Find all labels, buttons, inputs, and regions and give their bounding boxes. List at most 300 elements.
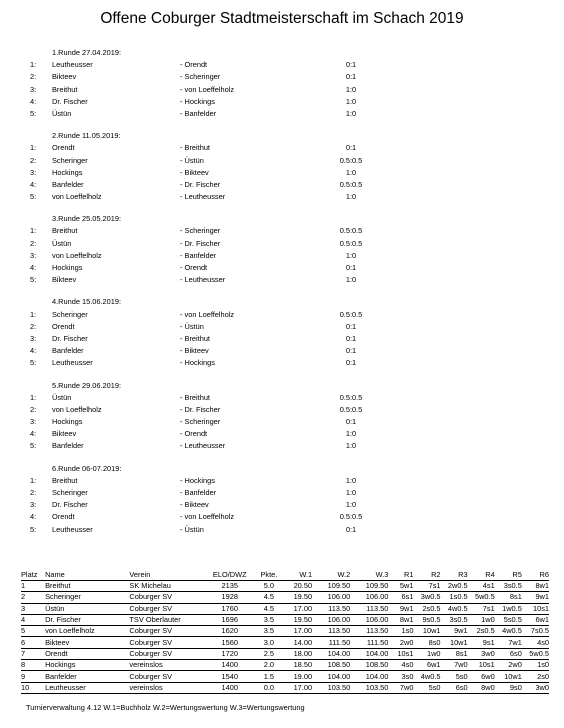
table-cell: 113.50	[350, 603, 388, 614]
white-player: Leutheusser	[52, 60, 93, 70]
table-cell: 106.00	[312, 592, 350, 603]
table-cell: 7w1	[495, 637, 522, 648]
table-cell: 3s0	[388, 671, 413, 682]
board-number: 2:	[30, 404, 37, 414]
black-player: - Scheringer	[180, 72, 221, 82]
table-cell: 3s0.5	[495, 581, 522, 592]
table-row	[21, 592, 549, 603]
table-cell: 1540	[205, 671, 255, 682]
black-player: - Orendt	[180, 263, 208, 272]
table-cell: 1696	[205, 614, 255, 625]
table-cell: vereinslos	[129, 682, 204, 693]
table-cell: Coburger SV	[129, 626, 204, 637]
table-cell: 9w1	[441, 626, 468, 637]
board-number: 1:	[30, 475, 37, 485]
table-cell: 2w0.5	[441, 581, 468, 592]
table-cell: 104.00	[312, 648, 350, 659]
table-cell: 2w0	[388, 637, 413, 648]
table-cell: 6w1	[522, 614, 549, 625]
table-cell: 111.50	[350, 637, 388, 648]
game-result: 0.5:0.5	[339, 155, 363, 165]
game-result: 0:1	[345, 72, 357, 82]
table-cell: 4w0.5	[495, 626, 522, 637]
table-cell: 7	[21, 648, 45, 659]
board-number: 3:	[30, 417, 37, 427]
game-row	[30, 225, 550, 237]
game-result: 1:0	[345, 96, 357, 106]
board-number: 3:	[30, 167, 37, 177]
table-cell: 1720	[205, 648, 255, 659]
table-cell: 2s0.5	[413, 603, 440, 614]
board-number: 1:	[30, 309, 37, 319]
table-cell: 5s0	[441, 671, 468, 682]
game-row	[30, 238, 550, 250]
table-cell: Bikteev	[45, 637, 129, 648]
game-result: 0.5:0.5	[339, 238, 363, 248]
round-block	[30, 380, 550, 453]
game-row	[30, 440, 550, 452]
table-cell: 7s1	[413, 581, 440, 592]
table-cell: Banfelder	[45, 671, 129, 682]
table-cell: 10s1	[522, 603, 549, 614]
column-header: Platz	[21, 570, 45, 581]
white-player: von Loeffelholz	[52, 250, 102, 260]
table-cell: 7w0	[441, 660, 468, 671]
table-cell: 10w1	[495, 671, 522, 682]
table-cell: 19.00	[283, 671, 312, 682]
table-cell: 5s0	[413, 682, 440, 693]
column-header: R1	[388, 570, 413, 581]
table-cell: 5s0.5	[495, 614, 522, 625]
table-cell: 2.0	[255, 660, 283, 671]
table-cell: 113.50	[312, 603, 350, 614]
black-player: - Breithut	[180, 333, 210, 343]
table-cell: 106.00	[350, 592, 388, 603]
table-cell: 5w1	[388, 581, 413, 592]
column-header: W.1	[283, 570, 312, 581]
table-row	[21, 648, 549, 659]
table-cell: 3	[21, 603, 45, 614]
black-player: - Dr. Fischer	[180, 179, 221, 189]
game-row	[30, 392, 550, 404]
table-cell: Coburger SV	[129, 603, 204, 614]
table-cell: 2135	[205, 581, 255, 592]
table-cell: 3.0	[255, 637, 283, 648]
black-player: - Scheringer	[180, 226, 221, 236]
footer-note: Turnierverwaltung 4.12 W.1=Buchholz W.2=Wertungswertung W.3=Wertungswertung	[26, 703, 305, 712]
table-cell: Leutheusser	[45, 682, 129, 693]
black-player: - Breithut	[180, 392, 210, 402]
table-cell: 6s0	[441, 682, 468, 693]
game-result: 0.5:0.5	[339, 179, 363, 189]
board-number: 2:	[30, 488, 37, 497]
table-cell: 4	[21, 614, 45, 625]
board-number: 2:	[30, 72, 37, 82]
white-player: Üstün	[52, 108, 72, 118]
game-row	[30, 499, 550, 511]
game-result: 1:0	[345, 488, 357, 497]
round-header: 6.Runde 06-07.2019:	[52, 463, 122, 473]
black-player: - Leutheusser	[180, 441, 226, 451]
game-row	[30, 333, 550, 345]
white-player: Leutheusser	[52, 524, 93, 534]
game-row	[30, 167, 550, 179]
game-result: 0.5:0.5	[339, 226, 363, 236]
table-cell: TSV Oberlauter	[129, 614, 204, 625]
board-number: 4:	[30, 429, 37, 439]
black-player: - von Loeffelholz	[180, 84, 235, 94]
black-player: - Leutheusser	[180, 275, 226, 285]
black-player: - von Loeffelholz	[180, 309, 235, 319]
table-cell: 9s0.5	[413, 614, 440, 625]
board-number: 4:	[30, 346, 37, 356]
game-row	[30, 357, 550, 369]
round-header: 5.Runde 29.06.2019:	[52, 380, 122, 390]
white-player: Scheringer	[52, 488, 88, 497]
table-cell: 106.00	[312, 614, 350, 625]
table-row	[21, 637, 549, 648]
table-cell: 18.50	[283, 660, 312, 671]
board-number: 3:	[30, 84, 37, 94]
table-cell: 3.5	[255, 614, 283, 625]
board-number: 2:	[30, 321, 37, 331]
game-row	[30, 59, 550, 71]
black-player: - Scheringer	[180, 417, 221, 427]
table-cell: 5	[21, 626, 45, 637]
board-number: 1:	[30, 60, 37, 70]
table-cell: 108.50	[312, 660, 350, 671]
table-cell: von Loeffelholz	[45, 626, 129, 637]
white-player: Breithut	[52, 226, 78, 236]
board-number: 4:	[30, 179, 37, 189]
table-cell: 17.00	[283, 603, 312, 614]
white-player: Bikteev	[52, 429, 77, 439]
table-cell: 3w0.5	[413, 592, 440, 603]
table-cell: 10s1	[468, 660, 495, 671]
black-player: - Banfelder	[180, 488, 217, 497]
game-result: 0.5:0.5	[339, 392, 363, 402]
table-cell: 3.5	[255, 626, 283, 637]
white-player: Hockings	[52, 263, 83, 272]
board-number: 3:	[30, 500, 37, 510]
table-cell: 7s0.5	[522, 626, 549, 637]
table-cell: Hockings	[45, 660, 129, 671]
board-number: 4:	[30, 96, 37, 106]
column-header: ELO/DWZ	[205, 570, 255, 581]
table-cell: 6w1	[413, 660, 440, 671]
black-player: - Breithut	[180, 143, 210, 153]
white-player: Bikteev	[52, 275, 77, 285]
table-cell: 2s0.5	[468, 626, 495, 637]
standings-table	[21, 570, 549, 694]
table-cell: 19.50	[283, 614, 312, 625]
round-block	[30, 47, 550, 120]
table-cell: 103.50	[312, 682, 350, 693]
column-header: R6	[522, 570, 549, 581]
column-header: R5	[495, 570, 522, 581]
game-row	[30, 262, 550, 274]
white-player: von Loeffelholz	[52, 192, 102, 202]
game-result: 1:0	[345, 167, 357, 177]
white-player: von Loeffelholz	[52, 404, 102, 414]
game-result: 0:1	[345, 346, 357, 356]
game-row	[30, 345, 550, 357]
table-cell: 10	[21, 682, 45, 693]
game-result: 0:1	[345, 143, 357, 153]
column-header: Name	[45, 570, 129, 581]
white-player: Banfelder	[52, 179, 84, 189]
black-player: - Bikteev	[180, 500, 209, 510]
table-cell: 8s0	[413, 637, 440, 648]
board-number: 1:	[30, 143, 37, 153]
table-cell: 20.50	[283, 581, 312, 592]
black-player: - Üstün	[180, 321, 204, 331]
table-cell: 1w0	[468, 614, 495, 625]
round-block	[30, 296, 550, 369]
board-number: 2:	[30, 238, 37, 248]
table-cell: 109.50	[312, 581, 350, 592]
table-cell: 4s0	[522, 637, 549, 648]
table-cell: 9w1	[522, 592, 549, 603]
table-cell: 104.00	[350, 671, 388, 682]
table-cell: 19.50	[283, 592, 312, 603]
column-header: Verein	[129, 570, 204, 581]
white-player: Breithut	[52, 84, 78, 94]
white-player: Banfelder	[52, 441, 84, 451]
table-cell: 1s0	[522, 660, 549, 671]
table-cell: 3w0	[522, 682, 549, 693]
white-player: Üstün	[52, 238, 72, 248]
table-cell: 108.50	[350, 660, 388, 671]
table-cell: Coburger SV	[129, 648, 204, 659]
game-row	[30, 250, 550, 262]
game-row	[30, 96, 550, 108]
round-block	[30, 463, 550, 536]
black-player: - Dr. Fischer	[180, 404, 221, 414]
table-cell: 6s0	[495, 648, 522, 659]
table-cell: 10s1	[388, 648, 413, 659]
table-cell: 8w1	[388, 614, 413, 625]
table-cell: 9s0	[495, 682, 522, 693]
table-cell: 4w0.5	[441, 603, 468, 614]
game-row	[30, 404, 550, 416]
table-cell: 10w1	[441, 637, 468, 648]
board-number: 1:	[30, 392, 37, 402]
board-number: 5:	[30, 358, 37, 368]
black-player: - Orendt	[180, 60, 208, 70]
column-header: R4	[468, 570, 495, 581]
table-cell: 5w0.5	[468, 592, 495, 603]
game-result: 0.5:0.5	[339, 404, 363, 414]
black-player: - Hockings	[180, 358, 215, 368]
table-cell: 2.5	[255, 648, 283, 659]
game-row	[30, 428, 550, 440]
standings-header-row	[21, 570, 549, 581]
board-number: 3:	[30, 333, 37, 343]
white-player: Orendt	[52, 321, 75, 331]
table-cell: 2	[21, 592, 45, 603]
column-header: W.2	[312, 570, 350, 581]
table-row	[21, 626, 549, 637]
rounds-section	[30, 47, 550, 546]
round-header: 3.Runde 25.05.2019:	[52, 214, 122, 224]
game-row	[30, 274, 550, 286]
black-player: - von Loeffelholz	[180, 512, 235, 522]
table-cell: 113.50	[350, 626, 388, 637]
table-cell: 2s0	[522, 671, 549, 682]
round-header: 1.Runde 27.04.2019:	[52, 48, 122, 57]
black-player: - Banfelder	[180, 108, 217, 118]
white-player: Scheringer	[52, 309, 88, 319]
table-cell: 17.00	[283, 682, 312, 693]
table-cell: 4s0	[388, 660, 413, 671]
black-player: - Bikteev	[180, 167, 209, 177]
black-player: - Üstün	[180, 524, 204, 534]
black-player: - Orendt	[180, 429, 208, 439]
table-cell: 1s0	[388, 626, 413, 637]
white-player: Orendt	[52, 512, 75, 522]
board-number: 5:	[30, 192, 37, 202]
board-number: 2:	[30, 155, 37, 165]
round-block	[30, 213, 550, 286]
table-cell: Dr. Fischer	[45, 614, 129, 625]
table-cell: 1400	[205, 682, 255, 693]
game-row	[30, 108, 550, 120]
white-player: Orendt	[52, 143, 75, 153]
table-cell: 104.00	[312, 671, 350, 682]
game-row	[30, 142, 550, 154]
page-title: Offene Coburger Stadtmeisterschaft im Schach 2019	[100, 10, 464, 27]
game-result: 0:1	[345, 333, 357, 343]
table-cell: SK Michelau	[129, 581, 204, 592]
white-player: Dr. Fischer	[52, 96, 88, 106]
table-cell: 8s1	[495, 592, 522, 603]
table-cell: 6s1	[388, 592, 413, 603]
table-row	[21, 682, 549, 693]
table-cell: 1	[21, 581, 45, 592]
column-header: W.3	[350, 570, 388, 581]
black-player: - Hockings	[180, 475, 215, 485]
game-row	[30, 487, 550, 499]
game-result: 1:0	[345, 275, 357, 285]
table-cell: 9s1	[468, 637, 495, 648]
table-cell: 8s1	[441, 648, 468, 659]
table-cell: 1w0	[413, 648, 440, 659]
table-cell: 1s0.5	[441, 592, 468, 603]
game-row	[30, 416, 550, 428]
column-header: R3	[441, 570, 468, 581]
table-cell: Breithut	[45, 581, 129, 592]
table-cell: 8w1	[522, 581, 549, 592]
table-cell: 7w0	[388, 682, 413, 693]
column-header: Pkte.	[255, 570, 283, 581]
game-row	[30, 321, 550, 333]
table-cell: 0.0	[255, 682, 283, 693]
table-cell: 106.00	[350, 614, 388, 625]
black-player: - Bikteev	[180, 346, 209, 356]
table-cell: 1560	[205, 637, 255, 648]
table-row	[21, 671, 549, 682]
game-result: 1:0	[345, 84, 357, 94]
round-header: 2.Runde 11.05.2019:	[52, 131, 121, 141]
game-result: 1:0	[345, 250, 357, 260]
board-number: 4:	[30, 512, 37, 522]
table-row	[21, 581, 549, 592]
white-player: Bikteev	[52, 72, 77, 82]
game-result: 0.5:0.5	[339, 512, 363, 522]
table-cell: vereinslos	[129, 660, 204, 671]
white-player: Leutheusser	[52, 358, 93, 368]
game-result: 0.5:0.5	[339, 309, 363, 319]
table-cell: 8	[21, 660, 45, 671]
white-player: Scheringer	[52, 155, 88, 165]
table-row	[21, 614, 549, 625]
table-cell: 9	[21, 671, 45, 682]
board-number: 5:	[30, 275, 37, 285]
white-player: Üstün	[52, 392, 72, 402]
board-number: 5:	[30, 441, 37, 451]
board-number: 5:	[30, 108, 37, 118]
black-player: - Leutheusser	[180, 192, 226, 202]
game-row	[30, 71, 550, 83]
table-cell: 104.00	[350, 648, 388, 659]
table-cell: 4.5	[255, 592, 283, 603]
table-cell: 9w1	[388, 603, 413, 614]
white-player: Breithut	[52, 475, 78, 485]
table-cell: 1620	[205, 626, 255, 637]
game-result: 0:1	[345, 524, 357, 534]
board-number: 4:	[30, 263, 37, 272]
table-cell: 109.50	[350, 581, 388, 592]
table-cell: 3w0	[468, 648, 495, 659]
black-player: - Banfelder	[180, 250, 217, 260]
game-result: 1:0	[345, 475, 357, 485]
game-row	[30, 524, 550, 536]
game-result: 0:1	[345, 358, 357, 368]
black-player: - Hockings	[180, 96, 215, 106]
board-number: 1:	[30, 226, 37, 236]
table-cell: 1400	[205, 660, 255, 671]
table-cell: 17.00	[283, 626, 312, 637]
table-cell: 6	[21, 637, 45, 648]
table-cell: Scheringer	[45, 592, 129, 603]
black-player: - Dr. Fischer	[180, 238, 221, 248]
table-cell: 103.50	[350, 682, 388, 693]
table-cell: 4.5	[255, 603, 283, 614]
table-cell: 2w0	[495, 660, 522, 671]
table-cell: 4w0.5	[413, 671, 440, 682]
table-cell: Coburger SV	[129, 592, 204, 603]
white-player: Dr. Fischer	[52, 500, 88, 510]
table-cell: 113.50	[312, 626, 350, 637]
round-block	[30, 130, 550, 203]
game-row	[30, 309, 550, 321]
game-result: 1:0	[345, 192, 357, 202]
round-header: 4.Runde 15.06.2019:	[52, 297, 122, 307]
game-result: 1:0	[345, 108, 357, 118]
game-row	[30, 179, 550, 191]
table-cell: Üstün	[45, 603, 129, 614]
game-row	[30, 84, 550, 96]
table-row	[21, 660, 549, 671]
game-result: 0:1	[345, 321, 357, 331]
game-row	[30, 155, 550, 167]
table-cell: 111.50	[312, 637, 350, 648]
game-result: 0:1	[345, 263, 357, 272]
table-cell: Coburger SV	[129, 637, 204, 648]
black-player: - Üstün	[180, 155, 204, 165]
table-cell: 14.00	[283, 637, 312, 648]
